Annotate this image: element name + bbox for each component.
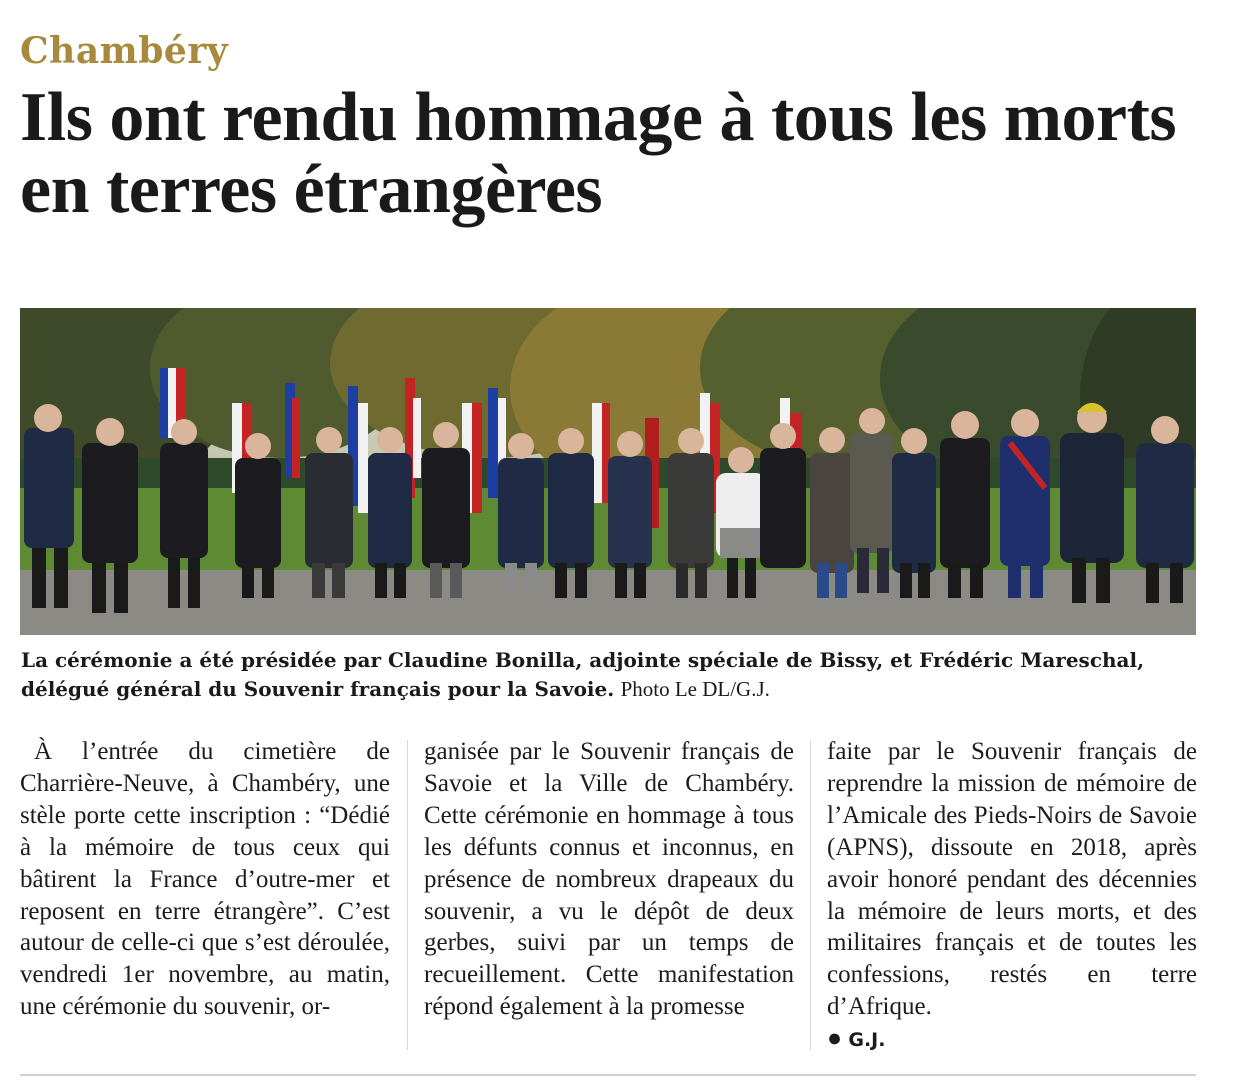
column-divider — [407, 740, 408, 1050]
article-kicker: Chambéry — [20, 30, 229, 72]
byline-text: G.J. — [848, 1029, 886, 1052]
bottom-divider — [20, 1074, 1196, 1076]
article-column-1 — [20, 736, 390, 1056]
bullet-icon: ● — [827, 1025, 843, 1053]
article-column-3 — [827, 736, 1197, 1056]
column-2-text: ganisée par le Souvenir français de Savoie et la Ville de Chambéry. Cette cérémonie en hommage à tous les défunts connus et inconnus, en présence de nombreux drapeaux du souvenir, a vu le dépôt de deux gerbes, suivi par un temps de recueillement. Cette manifestation répond également à la promesse — [424, 738, 794, 1021]
ceremony-photo-icon — [20, 308, 1196, 635]
column-3-text: faite par le Souvenir français de reprendre la mission de mémoire de l’Amicale des Pieds-Noirs de Savoie (APNS), dissoute en 2018, après avoir honoré pendant des décennies la mémoire de leurs morts, et des militaires français et de toutes les confessions, restés en terre d’Afrique. — [827, 738, 1197, 1021]
caption-text: La cérémonie a été présidée par Claudine Bonilla, adjointe spéciale de Bissy, et Frédéric Mareschal, délégué général du Souvenir français pour la Savoie. — [21, 648, 1145, 701]
article-headline: Ils ont rendu hommage à tous les morts en terres étrangères — [20, 79, 1177, 228]
photo-caption — [21, 646, 1211, 704]
byline — [827, 1023, 1197, 1057]
photo-credit: Photo Le DL/G.J. — [620, 677, 770, 701]
column-1-text: À l’entrée du cimetière de Charrière-Neuve, à Chambéry, une stèle porte cette inscription : “Dédié à la mémoire de tous ceux qui bâtirent la France d’outre-mer et reposent en terre étrangère”. C’est autour de celle-ci que s’est déroulée, vendredi 1er novembre, au matin, une cérémonie du souvenir, or- — [20, 738, 390, 1021]
article-column-2 — [424, 736, 794, 1056]
column-divider — [810, 740, 811, 1050]
article-photo — [20, 308, 1196, 635]
